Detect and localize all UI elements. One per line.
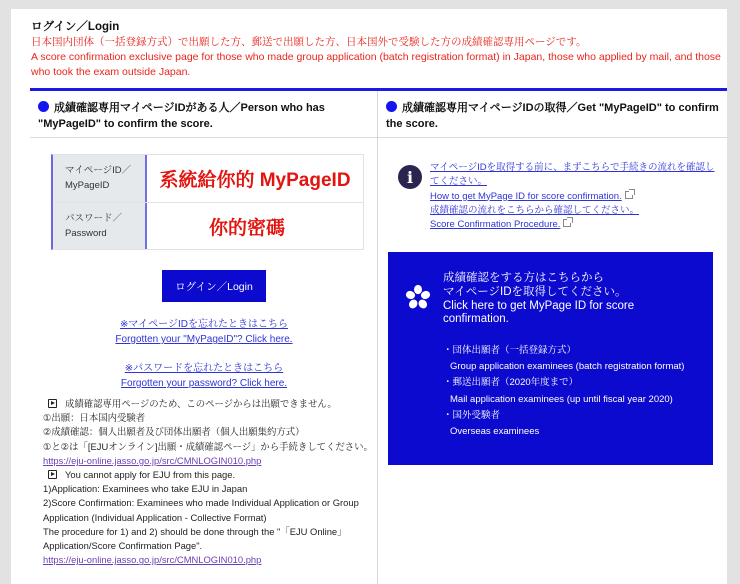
procedure-link-jp[interactable]: マイページIDを取得する前に、まずこちらで手続きの流れを確認してください。 [430, 162, 715, 188]
play-square-icon [48, 399, 57, 408]
login-button[interactable]: ログイン／Login [162, 270, 266, 302]
forgot-id-links [30, 317, 378, 347]
password-input[interactable]: 你的密碼 [208, 217, 285, 239]
eju-online-link-jp[interactable]: https://eju-online.jasso.go.jp/src/CMNLOGIN010.php [43, 454, 262, 466]
note-jp-lead: 成績確認専用ページのため、このページからは出願できません。 [43, 397, 373, 411]
list-item-en: Mail application examinees (up until fiscal year 2020) [450, 393, 673, 405]
get-id-column-heading: 成績確認専用マイページIDの取得／Get "MyPageID" to confirm the score. [378, 91, 727, 138]
note-jp-line3: ①と②は「[EJUオンライン]出願・成績確認ページ」から手続きしてください。 [43, 440, 373, 452]
list-item-en: Group application examinees (batch registration format) [450, 361, 685, 373]
forgot-password-link-jp[interactable]: ※パスワードを忘れたときはこちら [124, 363, 284, 374]
forgot-password-link-en[interactable]: Forgotten your password? Click here. [120, 378, 288, 389]
list-item-en: Overseas examinees [450, 426, 540, 438]
play-square-icon [48, 470, 57, 479]
procedure-links [430, 161, 720, 232]
intro-section [11, 9, 727, 88]
score-flow-link-jp[interactable]: 成績確認の流れをこちらから確認してください。 [430, 204, 640, 216]
mypageid-label: マイページID／ MyPageID [53, 155, 147, 202]
two-column-layout [30, 91, 727, 584]
bullet-dot-icon [38, 101, 49, 112]
external-link-icon [625, 191, 633, 199]
forgot-id-link-jp[interactable]: ※マイページIDを忘れたときはこちら [120, 319, 288, 330]
eju-online-link-en[interactable]: https://eju-online.jasso.go.jp/src/CMNLOGIN010.php [43, 554, 262, 566]
password-row [53, 202, 363, 249]
note-en-line1: 1)Application: Examinees who take EJU in Japan [43, 483, 248, 495]
get-id-column [378, 91, 727, 584]
info-icon: i [398, 165, 422, 189]
login-column-heading: 成績確認専用マイページIDがある人／Person who has "MyPageID" to confirm the score. [30, 91, 377, 138]
password-label: パスワード／ Password [53, 203, 147, 249]
bullet-dot-icon [386, 101, 397, 112]
get-mypage-id-button[interactable] [388, 252, 713, 465]
panel-heading: 成績確認をする方はこちらから マイページIDを取得してください。 Click here to get MyPage ID for score confirmation. [443, 272, 635, 326]
how-to-get-id-link[interactable]: How to get MyPage ID for score confirmation. [430, 190, 622, 202]
score-procedure-link[interactable]: Score Confirmation Procedure. [430, 219, 561, 231]
note-en-lead: You cannot apply for EJU from this page. [43, 468, 373, 482]
cherry-blossom-icon [405, 284, 431, 310]
page-title: ログイン／Login [31, 21, 120, 33]
notes-section [43, 397, 373, 567]
list-item-jp: ・郵送出願者（2020年度まで） [443, 377, 579, 389]
eligible-examinees-list [443, 343, 708, 440]
mypageid-input[interactable]: 系統給你的 MyPageID [159, 170, 351, 191]
forgot-id-link-en[interactable]: Forgotten your "MyPageID"? Click here. [115, 334, 293, 345]
note-en-line3: The procedure for 1) and 2) should be done through the "「EJU Online」Application/Score Confirmation Page". [43, 525, 347, 552]
list-item-jp: ・団体出願者（一括登録方式） [443, 345, 577, 356]
note-en-line2: 2)Score Confirmation: Examinees who made Individual Application or Group Application (Individual Application - Collective Format) [43, 497, 359, 523]
notice-jp: 日本国内団体（一括登録方式）で出願した方、郵送で出願した方、日本国外で受験した方の成績確認専用ページです。 [31, 36, 587, 48]
login-form [51, 154, 364, 250]
note-jp-line1: ①出願：日本国内受験者 [43, 412, 146, 424]
login-column [30, 91, 378, 584]
forgot-password-links [30, 361, 378, 391]
external-link-icon [563, 219, 571, 227]
notice-en: A score confirmation exclusive page for those who made group application (batch registration format) in Japan, those who applied by mail, and those who took the exam outside Japan. [31, 51, 721, 78]
mypageid-row [53, 155, 363, 202]
list-item-jp: ・国外受験者 [443, 409, 501, 421]
note-jp-line2: ②成績確認：個人出願者及び団体出願者（個人出願集約方式） [43, 426, 305, 438]
page-container [11, 9, 727, 584]
